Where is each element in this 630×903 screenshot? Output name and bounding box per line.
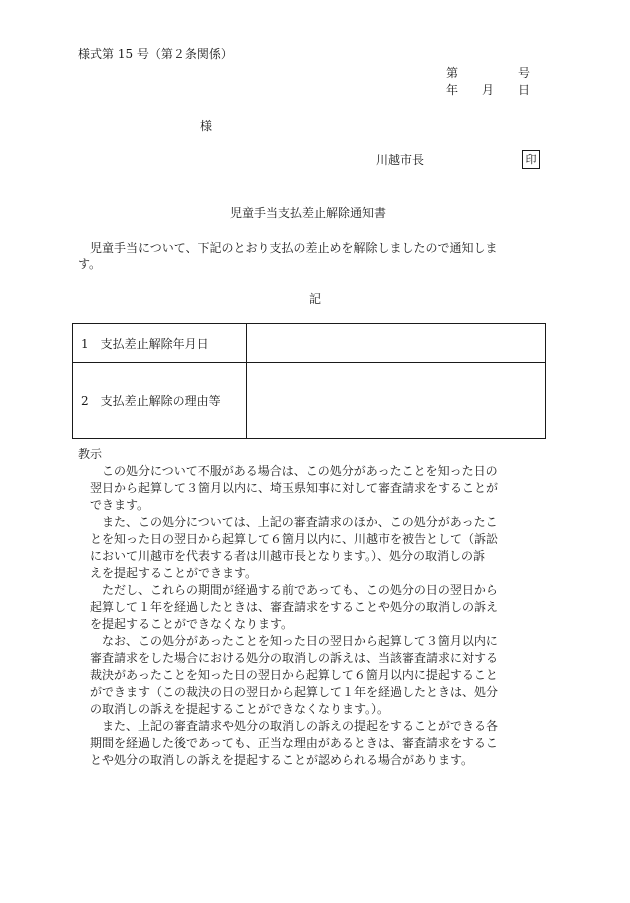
notice-line: 期間を経過した後であっても、正当な理由があるときは、審査請求をするこ — [78, 736, 498, 750]
notice-line: とや処分の取消しの訴えを提起することが認められる場合があります。 — [78, 753, 474, 767]
ki-heading: 記 — [309, 292, 322, 306]
table-label: 1 支払差止解除年月日 — [73, 324, 247, 363]
issuer-name: 川越市長 — [376, 153, 425, 167]
table-value — [247, 324, 546, 363]
table-row — [73, 363, 546, 439]
info-table — [72, 323, 546, 439]
notice-line: なお、この処分があったことを知った日の翌日から起算して３箇月以内に — [78, 634, 498, 648]
notice-line: を提起することができなくなります。 — [78, 617, 294, 631]
notice-line: ただし、これらの期間が経過する前であっても、この処分の日の翌日から — [78, 583, 498, 597]
appeal-notice — [78, 446, 558, 769]
table-row — [73, 324, 546, 363]
form-number: 様式第 15 号（第２条関係） — [78, 47, 233, 61]
body-line: す。 — [78, 257, 102, 271]
table-value — [247, 363, 546, 439]
document-title: 児童手当支払差止解除通知書 — [230, 206, 387, 220]
notice-line: ができます（この裁決の日の翌日から起算して１年を経過したときは、処分 — [78, 685, 499, 699]
notice-line: また、上記の審査請求や処分の取消しの訴えの提起をすることができる各 — [78, 719, 499, 733]
date-line: 年 月 日 — [446, 83, 531, 97]
table-label: 2 支払差止解除の理由等 — [73, 363, 247, 439]
seal-stamp: 印 — [522, 150, 540, 169]
notice-heading: 教示 — [78, 447, 103, 461]
notice-line: この処分について不服がある場合は、この処分があったことを知った日の — [78, 464, 498, 478]
notice-line: できます。 — [78, 498, 150, 512]
notice-line: 審査請求をした場合における処分の取消しの訴えは、当該審査請求に対する — [78, 651, 499, 665]
notice-line: とを知った日の翌日から起算して６箇月以内に、川越市を被告として（訴訟 — [78, 532, 499, 546]
body-line: 児童手当について、下記のとおり支払の差止めを解除しましたので通知しま — [78, 241, 498, 255]
notice-line: また、この処分については、上記の審査請求のほか、この処分があったこ — [78, 515, 498, 529]
notice-line: において川越市を代表する者は川越市長となります。）、処分の取消しの訴 — [78, 549, 486, 563]
notice-line: えを提起することができます。 — [78, 566, 258, 580]
notice-line: 起算して１年を経過したときは、審査請求をすることや処分の取消しの訴え — [78, 600, 499, 614]
notice-line: 翌日から起算して３箇月以内に、埼玉県知事に対して審査請求をすることが — [78, 481, 499, 495]
recipient-suffix: 様 — [200, 119, 213, 133]
notice-line: 裁決があったことを知った日の翌日から起算して６箇月以内に提起すること — [78, 668, 498, 682]
notice-line: の取消しの訴えを提起することができなくなります。）。 — [78, 702, 390, 716]
document-number-line: 第 号 — [446, 66, 531, 80]
